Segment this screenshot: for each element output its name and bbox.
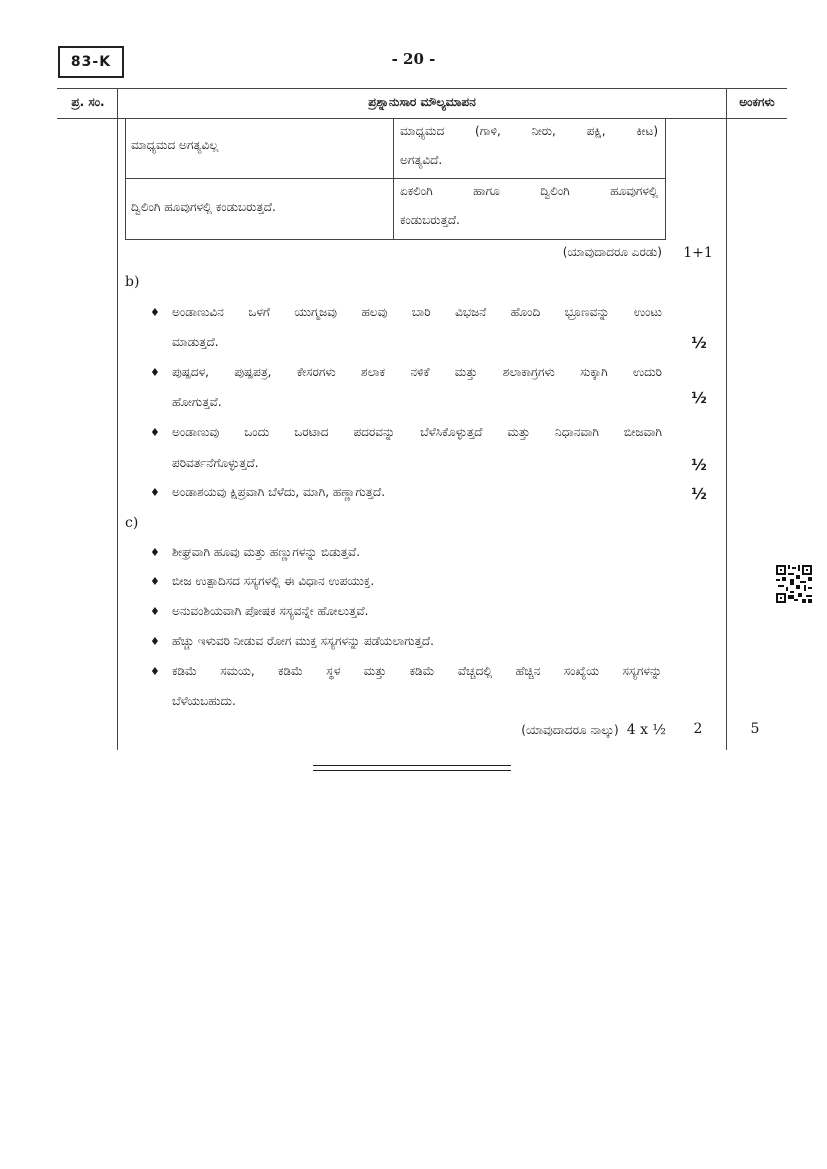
table-cell: ಮಾಧ್ಯಮದ (ಗಾಳಿ, ನೀರು, ಪಕ್ಷಿ, ಕೀಟ) bbox=[400, 124, 658, 138]
column-header-marks: ಅಂಕಗಳು bbox=[739, 95, 775, 109]
part-c-item-5-line-2: ಬೆಳೆಯಬಹುದು. bbox=[172, 694, 236, 708]
table-cell: ದ್ವಿಲಿಂಗಿ ಹೂವುಗಳಲ್ಲಿ ಕಂಡುಬರುತ್ತದೆ. bbox=[131, 200, 276, 214]
comparison-table-divider bbox=[393, 118, 394, 240]
any-two-marks: 1+1 bbox=[683, 245, 713, 261]
bullet-icon: ♦ bbox=[150, 366, 160, 379]
part-b-item-4-mark: ½ bbox=[691, 485, 707, 503]
table-cell: ಮಾಧ್ಯಮದ ಅಗತ್ಯವಿಲ್ಲ bbox=[131, 138, 219, 152]
part-c-item-4: ಹೆಚ್ಚು ಇಳುವರಿ ನೀಡುವ ರೋಗ ಮುಕ್ತ ಸಸ್ಯಗಳನ್ನು ಪಡೆಯಲಾಗುತ್ತದೆ. bbox=[172, 634, 434, 648]
part-b-item-3-mark: ½ bbox=[691, 456, 707, 474]
bullet-icon: ♦ bbox=[150, 635, 160, 648]
table-cell: ಕಂಡುಬರುತ್ತದೆ. bbox=[400, 213, 460, 227]
part-b-item-1-line-1: ಅಂಡಾಣುವಿನ ಒಳಗೆ ಯುಗ್ಮಜವು ಹಲವು ಬಾರಿ ವಿಭಜನೆ ಹೊಂದಿ ಭ್ರೂಣವನ್ನು ಉಂಟು bbox=[172, 305, 662, 319]
bullet-icon: ♦ bbox=[150, 426, 160, 439]
column-header-question: ಪ್ರ. ಸಂ. bbox=[71, 95, 105, 109]
qr-code-icon bbox=[776, 565, 812, 603]
column-divider-left bbox=[117, 88, 118, 750]
any-two-note: (ಯಾವುದಾದರೂ ಎರಡು) bbox=[562, 245, 662, 259]
any-four-note: (ಯಾವುದಾದರೂ ನಾಲ್ಕು) bbox=[521, 722, 619, 737]
part-b-item-3-line-1: ಅಂಡಾಣುವು ಒಂದು ಒರಟಾದ ಪದರವನ್ನು ಬೆಳೆಸಿಕೊಳ್ಳುತ್ತದೆ ಮತ್ತು ನಿಧಾನವಾಗಿ ಬೀಜವಾಗಿ bbox=[172, 425, 662, 439]
table-cell: ಅಗತ್ಯವಿದೆ. bbox=[400, 153, 443, 167]
page-number: - 20 - bbox=[391, 50, 436, 68]
part-c-label: c) bbox=[125, 515, 139, 531]
part-b-item-2-mark: ½ bbox=[691, 389, 707, 407]
part-c-item-3: ಅನುವಂಶಿಯವಾಗಿ ಪೋಷಕ ಸಸ್ಯವನ್ನೇ ಹೋಲುತ್ತವೆ. bbox=[172, 604, 369, 618]
bullet-icon: ♦ bbox=[150, 575, 160, 588]
part-b-item-4-line-1: ಅಂಡಾಶಯವು ಕ್ಷಿಪ್ರವಾಗಿ ಬೆಳೆದು, ಮಾಗಿ, ಹಣ್ಣಾಗುತ್ತದೆ. bbox=[172, 485, 386, 499]
total-marks: 5 bbox=[750, 721, 760, 737]
comparison-table-row-rule bbox=[125, 178, 666, 179]
part-b-item-1-mark: ½ bbox=[691, 334, 707, 352]
part-b-label: b) bbox=[125, 274, 140, 290]
bullet-icon: ♦ bbox=[150, 546, 160, 559]
part-b-item-1-line-2: ಮಾಡುತ್ತದೆ. bbox=[172, 335, 219, 349]
part-c-item-5-line-1: ಕಡಿಮೆ ಸಮಯ, ಕಡಿಮೆ ಸ್ಥಳ ಮತ್ತು ಕಡಿಮೆ ವೆಚ್ಚದಲ್ಲಿ ಹೆಚ್ಚಿನ ಸಂಖ್ಯೆಯ ಸಸ್ಯಗಳನ್ನು bbox=[172, 664, 662, 678]
paper-code: 83-K bbox=[70, 54, 112, 70]
bullet-icon: ♦ bbox=[150, 306, 160, 319]
column-divider-right bbox=[726, 88, 727, 750]
table-cell: ಏಕಲಿಂಗಿ ಹಾಗೂ ದ್ವಿಲಿಂಗಿ ಹೂವುಗಳಲ್ಲಿ bbox=[400, 184, 658, 198]
part-b-item-2-line-1: ಪುಷ್ಪದಳ, ಪುಷ್ಪಪತ್ರ, ಕೇಸರಗಳು ಶಲಾಕ ನಳಿಕೆ ಮತ್ತು ಶಲಾಕಾಗ್ರಗಳು ಸುಕ್ಕಾಗಿ ಉದುರಿ bbox=[172, 365, 662, 379]
bullet-icon: ♦ bbox=[150, 665, 160, 678]
part-c-item-2: ಬೀಜ ಉತ್ಪಾದಿಸದ ಸಸ್ಯಗಳಲ್ಲಿ ಈ ವಿಧಾನ ಉಪಯುಕ್ತ. bbox=[172, 574, 375, 588]
bullet-icon: ♦ bbox=[150, 605, 160, 618]
bullet-icon: ♦ bbox=[150, 486, 160, 499]
any-four-marks: 2 bbox=[693, 721, 703, 737]
any-four-calculation: 4 x ½ bbox=[626, 722, 666, 738]
header-top-rule bbox=[57, 88, 787, 89]
end-double-rule bbox=[313, 765, 511, 771]
any-four-row bbox=[380, 722, 666, 738]
part-b-item-2-line-2: ಹೋಗುತ್ತವೆ. bbox=[172, 395, 222, 409]
part-b-item-3-line-2: ಪರಿವರ್ತನೆಗೊಳ್ಳುತ್ತದೆ. bbox=[172, 456, 259, 470]
part-c-item-1: ಶೀಘ್ರವಾಗಿ ಹೂವು ಮತ್ತು ಹಣ್ಣುಗಳನ್ನು ಬಿಡುತ್ತವೆ. bbox=[172, 545, 361, 559]
column-header-evaluation: ಪ್ರಶ್ನಾನುಸಾರ ಮೌಲ್ಯಮಾಪನ bbox=[368, 95, 476, 109]
